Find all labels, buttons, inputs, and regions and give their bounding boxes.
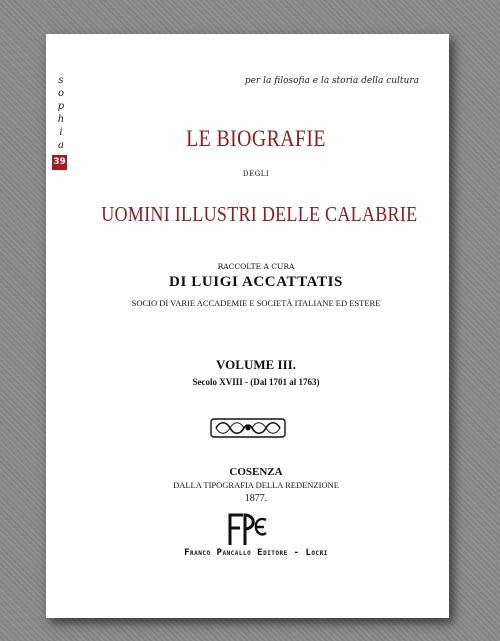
- imprint-city: COSENZA: [229, 466, 283, 478]
- series-letter: a: [58, 140, 64, 151]
- collected-by-label: RACCOLTE A CURA: [217, 262, 295, 271]
- title-connector: DEGLI: [242, 170, 270, 178]
- series-letter: p: [57, 101, 65, 112]
- series-letter: s: [58, 75, 64, 86]
- title-line-2: UOMINI ILLUSTRI DELLE CALABRIE: [101, 202, 418, 226]
- volume-number: VOLUME III.: [216, 357, 296, 372]
- series-name-vertical: [55, 74, 67, 152]
- publisher-name: Franco Pancallo Editore - Locri: [184, 548, 328, 558]
- volume-period: Secolo XVIII - (Dal 1701 al 1763): [192, 377, 320, 387]
- book-cover-page: [46, 34, 449, 618]
- series-letter: h: [57, 114, 65, 125]
- series-letter: i: [59, 127, 63, 138]
- imprint-year: 1877.: [244, 493, 268, 504]
- publisher-logo-icon: [227, 512, 269, 546]
- imprint-printer: DALLA TIPOGRAFIA DELLA REDENZIONE: [173, 480, 339, 490]
- series-motto: per la filosofia e la storia della cultura: [244, 76, 419, 86]
- author-name: DI LUIGI ACCATTATIS: [169, 274, 343, 290]
- series-letter: o: [57, 88, 65, 99]
- title-line-1: LE BIOGRAFIE: [186, 126, 326, 151]
- series-number-badge: 39: [52, 155, 67, 170]
- ornament-icon: [210, 418, 286, 438]
- author-affiliation: SOCIO DI VARIE ACCADEMIE E SOCIETÀ ITALIANE ED ESTERE: [131, 298, 381, 308]
